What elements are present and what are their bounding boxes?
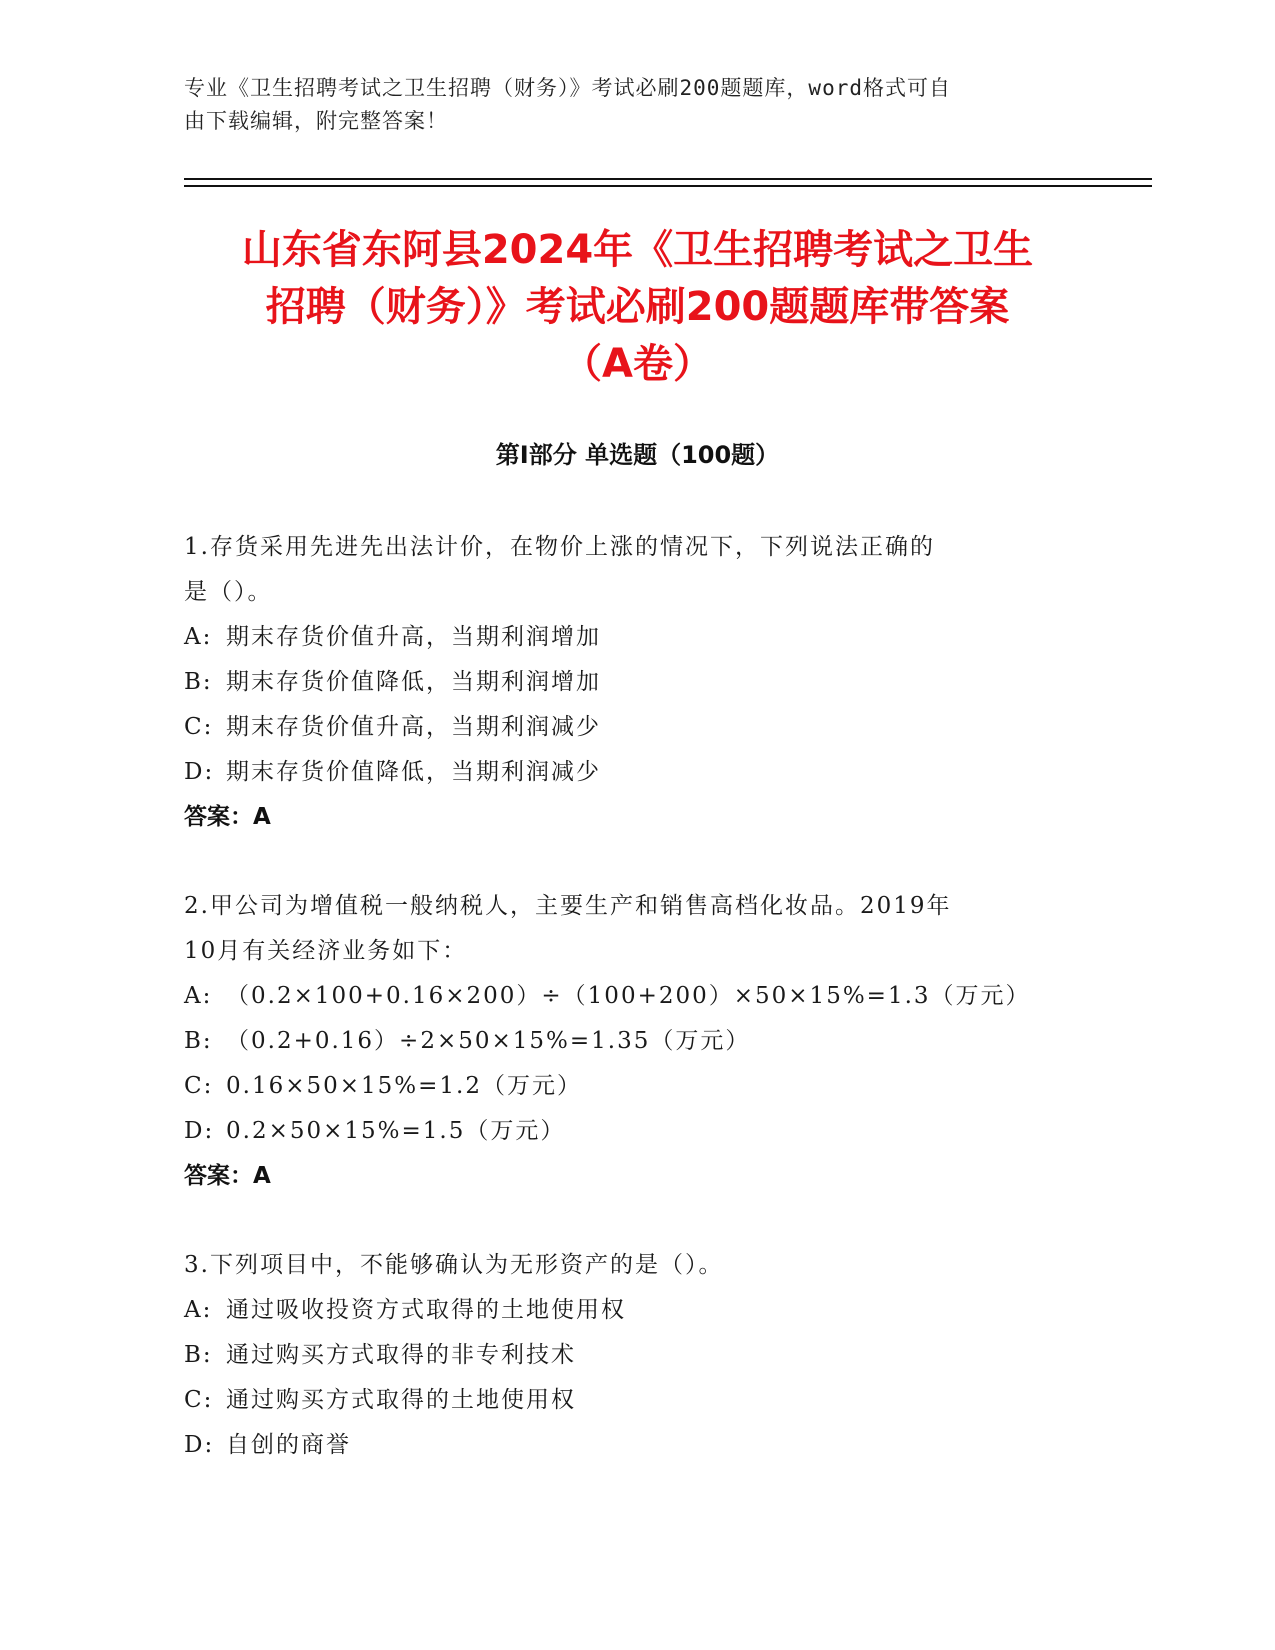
question-stem-line: 2.甲公司为增值税一般纳税人，主要生产和销售高档化妆品。2019年 bbox=[184, 893, 952, 919]
option-c bbox=[184, 1064, 1084, 1109]
option-text: 自创的商誉 bbox=[226, 1432, 351, 1458]
option-c bbox=[184, 1378, 1084, 1423]
option-letter: C: bbox=[184, 1073, 214, 1099]
option-letter: D: bbox=[184, 1118, 215, 1144]
option-text: 0.2×50×15%=1.5（万元） bbox=[226, 1118, 566, 1144]
option-d bbox=[184, 1423, 1084, 1468]
intro-line-2: 由下载编辑，附完整答案！ bbox=[184, 109, 448, 133]
option-b bbox=[184, 1019, 1084, 1064]
answer-label: 答案：A bbox=[184, 804, 271, 830]
option-letter: D: bbox=[184, 1432, 215, 1458]
question-list bbox=[184, 525, 1084, 1512]
option-letter: B: bbox=[184, 1028, 213, 1054]
option-text: 期末存货价值降低，当期利润增加 bbox=[226, 669, 601, 695]
header-divider-top bbox=[184, 178, 1152, 180]
question-2 bbox=[184, 884, 1084, 1199]
document-title bbox=[150, 222, 1125, 393]
option-b bbox=[184, 1333, 1084, 1378]
title-line-3: （A卷） bbox=[562, 341, 713, 387]
option-letter: A: bbox=[184, 1297, 213, 1323]
answer-label: 答案：A bbox=[184, 1163, 271, 1189]
option-text: 通过吸收投资方式取得的土地使用权 bbox=[226, 1297, 626, 1323]
option-text: 期末存货价值升高，当期利润减少 bbox=[226, 714, 601, 740]
option-letter: A: bbox=[184, 983, 213, 1009]
option-letter: D: bbox=[184, 759, 215, 785]
question-stem-line: 10月有关经济业务如下： bbox=[184, 938, 468, 964]
option-a bbox=[184, 1288, 1084, 1333]
option-a bbox=[184, 974, 1084, 1019]
option-text: 通过购买方式取得的土地使用权 bbox=[226, 1387, 576, 1413]
option-d bbox=[184, 750, 1084, 795]
question-stem-line: 是（）。 bbox=[184, 579, 273, 605]
option-d bbox=[184, 1109, 1084, 1154]
option-text: （0.2+0.16）÷2×50×15%=1.35（万元） bbox=[226, 1028, 751, 1054]
option-letter: B: bbox=[184, 1342, 213, 1368]
intro-line-1: 专业《卫生招聘考试之卫生招聘（财务）》考试必刷200题题库，word格式可自 bbox=[184, 76, 951, 100]
title-line-2: 招聘（财务）》考试必刷200题题库带答案 bbox=[265, 284, 1010, 330]
option-letter: B: bbox=[184, 669, 213, 695]
option-text: 期末存货价值升高，当期利润增加 bbox=[226, 624, 601, 650]
question-1 bbox=[184, 525, 1084, 840]
title-line-1: 山东省东阿县2024年《卫生招聘考试之卫生 bbox=[241, 227, 1034, 273]
option-letter: A: bbox=[184, 624, 213, 650]
option-b bbox=[184, 660, 1084, 705]
question-stem-line: 1.存货采用先进先出法计价，在物价上涨的情况下，下列说法正确的 bbox=[184, 534, 935, 560]
option-c bbox=[184, 705, 1084, 750]
option-letter: C: bbox=[184, 1387, 214, 1413]
option-a bbox=[184, 615, 1084, 660]
header-divider-bottom bbox=[184, 185, 1152, 187]
option-text: 期末存货价值降低，当期利润减少 bbox=[226, 759, 601, 785]
section-title: 第I部分 单选题（100题） bbox=[495, 441, 780, 469]
option-text: 0.16×50×15%=1.2（万元） bbox=[226, 1073, 582, 1099]
option-text: 通过购买方式取得的非专利技术 bbox=[226, 1342, 576, 1368]
option-letter: C: bbox=[184, 714, 214, 740]
question-stem-line: 3.下列项目中，不能够确认为无形资产的是（）。 bbox=[184, 1252, 724, 1278]
intro-text bbox=[184, 72, 1084, 138]
option-text: （0.2×100+0.16×200）÷（100+200）×50×15%=1.3（万元） bbox=[226, 983, 1031, 1009]
question-3 bbox=[184, 1243, 1084, 1468]
